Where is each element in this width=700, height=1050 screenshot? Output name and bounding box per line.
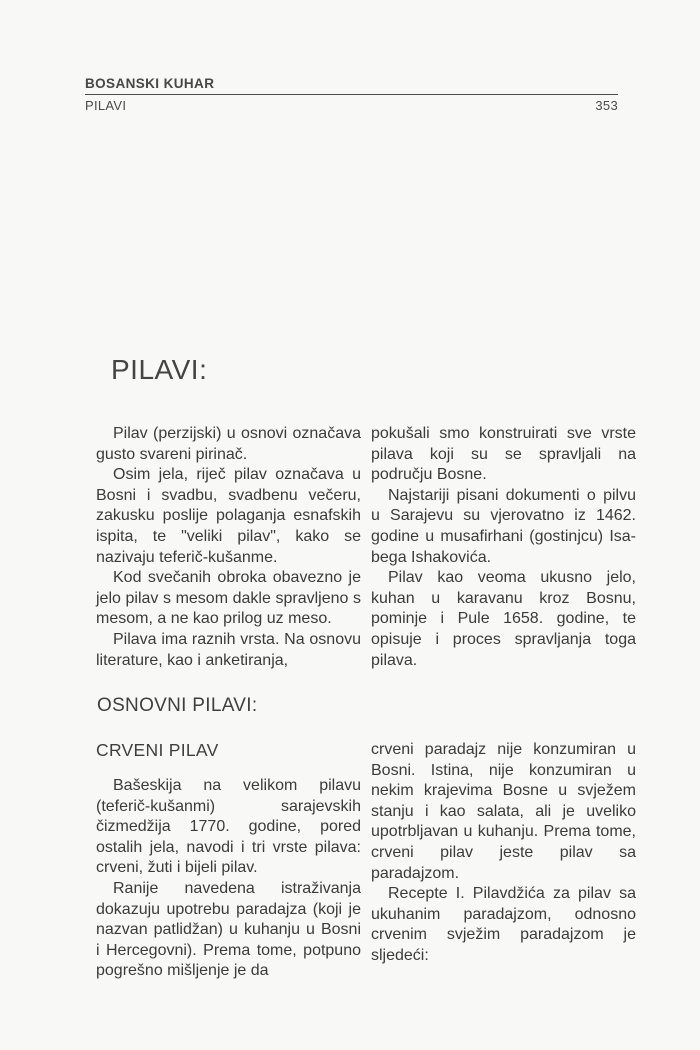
subsection-heading-crveni-pilav: CRVENI PILAV: [96, 740, 219, 760]
book-title: BOSANSKI KUHAR: [85, 76, 618, 95]
page-number: 353: [595, 98, 618, 113]
section-heading-osnovni-pilavi: OSNOVNI PILAVI:: [97, 695, 258, 716]
chapter-name: PILAVI: [85, 98, 127, 113]
paragraph: Bašeskija na velikom pilavu (teferič-kušanmi) sarajevskih čizmedžija 1770. godine, pored ostalih jela, navodi i tri vrste pilava: crveni, žuti i bijeli pilav.: [96, 777, 361, 877]
paragraph: Ranije navedena istraživanja dokazuju upotrebu paradajza (koji je nazvan patlidžan) u kuhanju u Bosni i Hercegovni). Prema tome, potpuno pogrešno mišljenje je da: [96, 879, 361, 980]
section-pilavi-right-column: [371, 424, 636, 671]
running-header: [85, 76, 618, 113]
section-crveni-pilav-left-column: [96, 740, 361, 982]
paragraph: Pilava ima raznih vrsta. Na osnovu literature, kao i anketiranja,: [96, 630, 361, 669]
paragraph: Recepte I. Pilavdžića za pilav sa ukuhanim paradajzom, odnosno crvenim svježim paradajzom je sljedeći:: [371, 885, 636, 964]
crveni-pilav-left-paragraphs: [96, 776, 361, 982]
paragraph: crveni paradajz nije konzumiran u Bosni. Istina, nije konzumiran u nekim krajevima Bosne u svježem stanju i kao salata, ali je uveliko upotrbljavan u kuhanju. Prema tome, crveni pilav jeste pilav sa paradajzom.: [371, 741, 636, 882]
section-pilavi: [96, 424, 636, 671]
page-title: PILAVI:: [111, 354, 208, 385]
header-row: [85, 98, 618, 113]
paragraph: Najstariji pisani dokumenti o pilvu u Sarajevu su vjerovatno iz 1462. godine u musafirhani (gostinjcu) Isa-bega Ishakovića.: [371, 486, 636, 566]
paragraph: Osim jela, riječ pilav označava u Bosni i svadbu, svadbenu večeru, zakusku poslije polaganja esnafskih ispita, te "veliki pilav", kako se nazivaju teferič-kušanme.: [96, 466, 361, 566]
section-pilavi-left-column: [96, 424, 361, 671]
paragraph: pokušali smo konstruirati sve vrste pilava koji su se spravljali na području Bosne.: [371, 425, 636, 484]
paragraph: Kod svečanih obroka obavezno je jelo pilav s mesom dakle spravljeno s mesom, a ne kao prilog uz meso.: [96, 569, 361, 628]
paragraph: Pilav (perzijski) u osnovi označava gusto svareni pirinač.: [96, 425, 361, 463]
section-crveni-pilav-right-column: [371, 740, 636, 982]
paragraph: Pilav kao veoma ukusno jelo, kuhan u karavanu kroz Bosnu, pominje i Pule 1658. godine, te opisuje i proces spravljanja toga pilava.: [371, 569, 636, 669]
section-crveni-pilav: [96, 740, 636, 982]
